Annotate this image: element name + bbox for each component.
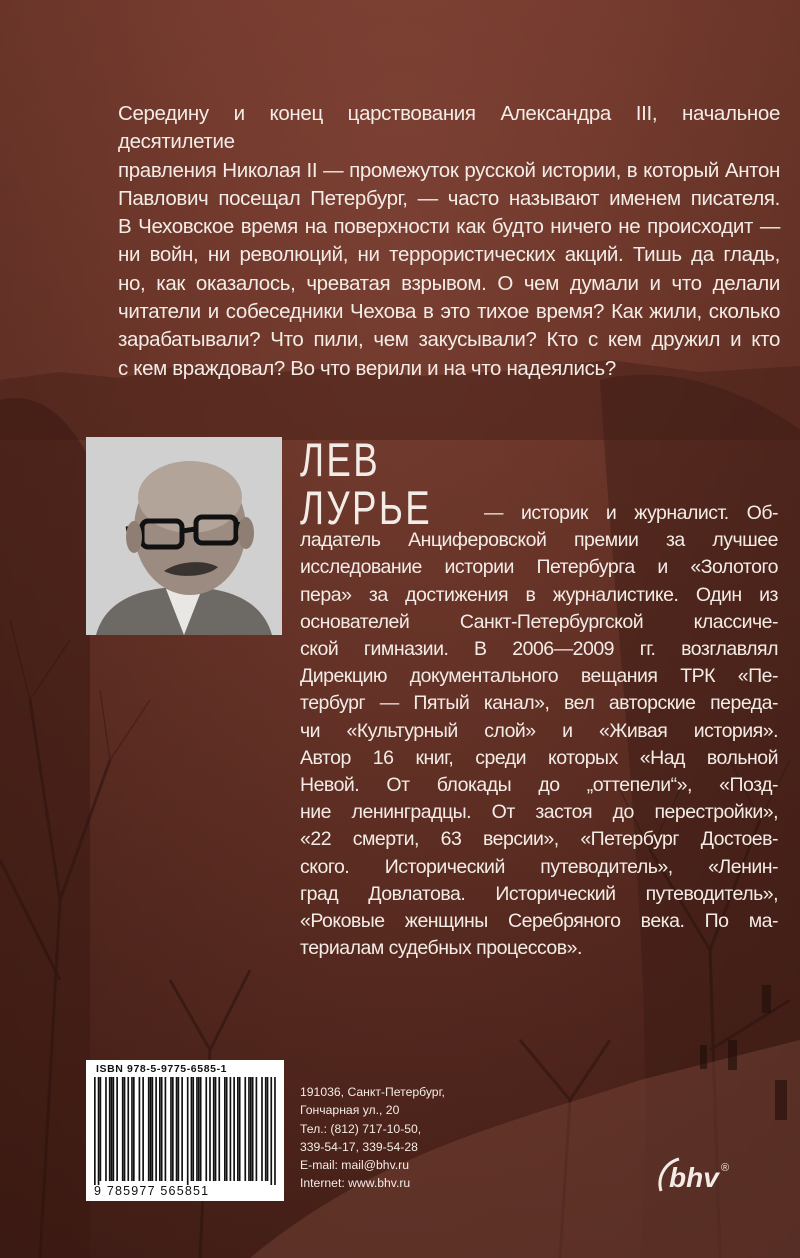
barcode-bar bbox=[152, 1077, 154, 1181]
blurb-line: с кем враждовал? Во что верили и на что надеялись? bbox=[118, 356, 616, 380]
barcode-bar bbox=[248, 1077, 250, 1181]
barcode-bar bbox=[100, 1077, 102, 1181]
bio-line: пера» за достижения в журналистике. Один из bbox=[300, 583, 778, 606]
bio-line: ние ленинградцы. От застоя до перестройки», bbox=[300, 801, 778, 824]
barcode-bars bbox=[94, 1077, 276, 1185]
logo-registered-mark: ® bbox=[721, 1162, 730, 1174]
barcode-bar bbox=[127, 1077, 129, 1181]
isbn-barcode bbox=[86, 1060, 284, 1201]
bio-line: ладатель Анциферовской премии за лучшее bbox=[300, 529, 778, 552]
contact-line: 191036, Санкт-Петербург, bbox=[300, 1085, 445, 1099]
barcode-bar bbox=[233, 1077, 235, 1181]
bio-line: Невой. От блокады до „оттепели“», «Позд- bbox=[300, 774, 778, 797]
barcode-bar bbox=[170, 1077, 172, 1181]
barcode-bar bbox=[261, 1077, 263, 1181]
isbn-label: ISBN 978-5-9775-6585-1 bbox=[96, 1063, 228, 1075]
barcode-bar bbox=[274, 1077, 276, 1185]
blurb-line: правления Николая II — промежуток русской истории, в который Антон bbox=[118, 158, 780, 182]
barcode-bar bbox=[159, 1077, 161, 1181]
barcode-digits: 9 785977 565851 bbox=[94, 1184, 210, 1198]
barcode-bar bbox=[111, 1077, 113, 1181]
bhv-logo bbox=[655, 1153, 775, 1197]
contact-line: Тел.: (812) 717-10-50, bbox=[300, 1121, 422, 1136]
barcode-bar bbox=[244, 1077, 246, 1181]
bio-line: ской гимназии. В 2006—2009 гг. возглавлял bbox=[300, 638, 778, 661]
barcode-bar bbox=[105, 1077, 107, 1181]
blurb-line: но, как оказалось, чреватая взрывом. О чем думали и что делали bbox=[118, 271, 780, 295]
author-bio bbox=[300, 500, 778, 962]
barcode-bar bbox=[109, 1077, 111, 1181]
barcode-bar bbox=[176, 1077, 178, 1181]
bio-line: основателей Санкт-Петербургской классиче- bbox=[300, 610, 778, 633]
barcode-bar bbox=[150, 1077, 152, 1181]
contact-line: 339-54-17, 339-54-28 bbox=[300, 1139, 418, 1154]
barcode-bar bbox=[224, 1077, 226, 1181]
barcode-bar bbox=[198, 1077, 200, 1181]
barcode-bar bbox=[139, 1077, 141, 1181]
bio-line: тербург — Пятый канал», вел авторские переда- bbox=[300, 692, 778, 715]
barcode-bar bbox=[131, 1077, 133, 1181]
author-last-name: ЛУРЬЕ bbox=[300, 481, 433, 534]
barcode-bar bbox=[205, 1077, 207, 1181]
barcode-bar bbox=[192, 1077, 194, 1181]
blurb-line: читатели и собеседники Чехова в это тихое время? Как жили, сколько bbox=[118, 300, 780, 324]
barcode-bar bbox=[237, 1077, 239, 1181]
barcode-bar bbox=[252, 1077, 254, 1181]
barcode-bar bbox=[230, 1077, 232, 1181]
bio-line: Автор 16 книг, среди которых «Над вольной bbox=[300, 746, 778, 769]
barcode-bar bbox=[215, 1077, 217, 1181]
barcode-bar bbox=[133, 1077, 135, 1181]
barcode-bar bbox=[250, 1077, 252, 1181]
bio-line: териалам судебных процессов». bbox=[300, 937, 582, 960]
barcode-bar bbox=[218, 1077, 220, 1181]
barcode-bar bbox=[142, 1077, 144, 1181]
barcode-bar bbox=[181, 1077, 183, 1181]
bio-line: «22 смерти, 63 версии», «Петербург Достоев- bbox=[300, 828, 778, 851]
logo-text: bhv bbox=[669, 1162, 719, 1193]
author-first-name: ЛЕВ bbox=[300, 433, 380, 486]
blurb-line: Павлович посещал Петербург, — часто называют именем писателя. bbox=[118, 186, 780, 210]
barcode-bar bbox=[94, 1077, 96, 1185]
contact-line: Гончарная ул., 20 bbox=[300, 1103, 400, 1118]
bio-line: чи «Культурный слой» и «Живая история». bbox=[300, 719, 778, 742]
contact-line: E-mail: mail@bhv.ru bbox=[300, 1158, 409, 1173]
barcode-bar bbox=[200, 1077, 202, 1181]
barcode-bar bbox=[270, 1077, 272, 1185]
bio-line: — историк и журналист. Об- bbox=[484, 502, 778, 524]
description-text bbox=[118, 100, 780, 383]
barcode-bar bbox=[213, 1077, 215, 1181]
barcode-bar bbox=[161, 1077, 163, 1181]
barcode-bar bbox=[98, 1077, 100, 1185]
blurb-line: Середину и конец царствования Александра III, начальное десятилетие bbox=[118, 102, 780, 154]
bio-line: ского. Исторический путеводитель», «Ленин- bbox=[300, 855, 778, 878]
barcode-bar bbox=[267, 1077, 269, 1181]
bio-line: «Роковые женщины Серебряного века. По ма- bbox=[300, 910, 778, 933]
barcode-bar bbox=[191, 1077, 193, 1181]
barcode-bar bbox=[155, 1077, 157, 1181]
barcode-bar bbox=[226, 1077, 228, 1181]
barcode-bar bbox=[148, 1077, 150, 1181]
barcode-bar bbox=[165, 1077, 167, 1181]
barcode-bar bbox=[116, 1077, 118, 1181]
barcode-bar bbox=[172, 1077, 174, 1181]
barcode-bar bbox=[178, 1077, 180, 1181]
author-photo bbox=[86, 437, 282, 635]
barcode-bar bbox=[239, 1077, 241, 1181]
blurb-line: ни войн, ни революций, ни террористических акций. Тишь да гладь, bbox=[118, 243, 780, 267]
barcode-bar bbox=[122, 1077, 124, 1181]
bio-line: град Довлатова. Исторический путеводитель», bbox=[300, 882, 778, 905]
bio-line: Дирекцию документального вещания ТРК «Пе- bbox=[300, 665, 778, 688]
bio-line: исследование истории Петербурга и «Золотого bbox=[300, 556, 778, 579]
blurb-line: В Чеховское время на поверхности как будто ничего не происходит — bbox=[118, 215, 780, 239]
barcode-bar bbox=[124, 1077, 126, 1181]
blurb-line: зарабатывали? Что пили, чем закусывали? Кто с кем дружил и кто bbox=[118, 328, 780, 352]
barcode-bar bbox=[196, 1077, 198, 1181]
barcode-bar bbox=[187, 1077, 189, 1185]
barcode-bar bbox=[256, 1077, 258, 1181]
barcode-bar bbox=[265, 1077, 267, 1181]
barcode-bar bbox=[113, 1077, 115, 1181]
barcode-bar bbox=[209, 1077, 211, 1181]
author-portrait-image bbox=[86, 437, 282, 635]
publisher-contacts bbox=[300, 1083, 445, 1193]
contact-line: Internet: www.bhv.ru bbox=[300, 1176, 411, 1191]
